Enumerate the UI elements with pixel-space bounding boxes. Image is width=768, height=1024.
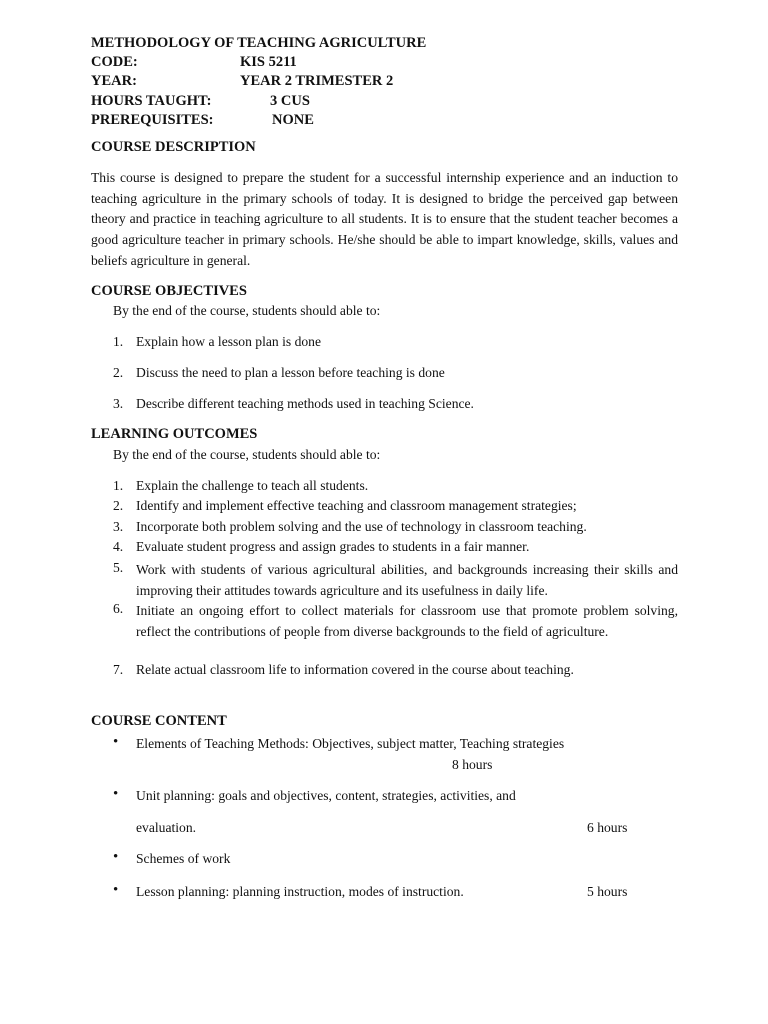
objective-number: 3. [113,396,124,411]
content-hours: 6 hours [587,820,628,835]
prerequisites-value: NONE [272,112,314,128]
learning-outcomes-heading: LEARNING OUTCOMES [91,426,258,442]
content-item: Elements of Teaching Methods: Objectives, subject matter, Teaching strategies [136,736,565,751]
objective-item: Discuss the need to plan a lesson before teaching is done [136,365,445,380]
outcome-number: 4. [113,539,124,554]
bullet-icon: • [113,849,119,865]
outcome-item: Initiate an ongoing effort to collect materials for classroom use that promote problem solving, reflect the contributions of people from diverse backgrounds to the field of agriculture. [136,603,678,639]
objective-number: 1. [113,334,124,349]
outcome-item: Work with students of various agricultural abilities, and backgrounds increasing their skills and improving their attitudes towards agriculture and its usefulness in daily life. [136,562,678,598]
outcome-number: 7. [113,662,124,677]
content-hours: 5 hours [587,884,628,899]
course-description-heading: COURSE DESCRIPTION [91,139,256,155]
content-item: Schemes of work [136,851,231,866]
document-title: METHODOLOGY OF TEACHING AGRICULTURE [91,35,427,51]
objective-item: Describe different teaching methods used in teaching Science. [136,396,474,411]
year-value: YEAR 2 TRIMESTER 2 [240,73,394,89]
outcome-number: 2. [113,498,124,513]
code-value: KIS 5211 [240,54,297,70]
objective-number: 2. [113,365,124,380]
bullet-icon: • [113,882,119,898]
content-item: Lesson planning: planning instruction, modes of instruction. [136,884,464,899]
course-description-text: This course is designed to prepare the student for a successful internship experience and an induction to teaching agriculture in the primary schools of today. It is designed to bridge the perceived gap between theory and practice in teaching agriculture to all students. It is to ensure that the student teacher becomes a good agriculture teacher in primary schools. He/she should be able to impart knowledge, skills, values and beliefs agriculture in general. [91,170,678,268]
content-item-continuation: evaluation. [136,820,197,835]
content-item: Unit planning: goals and objectives, content, strategies, activities, and [136,788,516,803]
outcome-item: Relate actual classroom life to information covered in the course about teaching. [136,662,574,677]
outcome-item: Evaluate student progress and assign grades to students in a fair manner. [136,539,530,554]
course-objectives-heading: COURSE OBJECTIVES [91,283,247,299]
outcome-item: Identify and implement effective teaching and classroom management strategies; [136,498,577,513]
hours-value: 3 CUS [270,93,310,109]
objectives-intro: By the end of the course, students should able to: [113,303,381,318]
outcome-number: 6. [113,601,124,616]
prerequisites-label: PREREQUISITES: [91,112,214,128]
hours-label: HOURS TAUGHT: [91,93,212,109]
outcome-number: 5. [113,560,124,575]
content-hours: 8 hours [452,757,493,772]
outcome-item: Explain the challenge to teach all students. [136,478,369,493]
year-label: YEAR: [91,73,137,89]
outcomes-intro: By the end of the course, students should able to: [113,447,381,462]
objective-item: Explain how a lesson plan is done [136,334,321,349]
bullet-icon: • [113,786,119,802]
outcome-item: Incorporate both problem solving and the use of technology in classroom teaching. [136,519,587,534]
outcome-number: 1. [113,478,124,493]
course-content-heading: COURSE CONTENT [91,713,227,729]
outcome-number: 3. [113,519,124,534]
code-label: CODE: [91,54,138,70]
bullet-icon: • [113,734,119,750]
